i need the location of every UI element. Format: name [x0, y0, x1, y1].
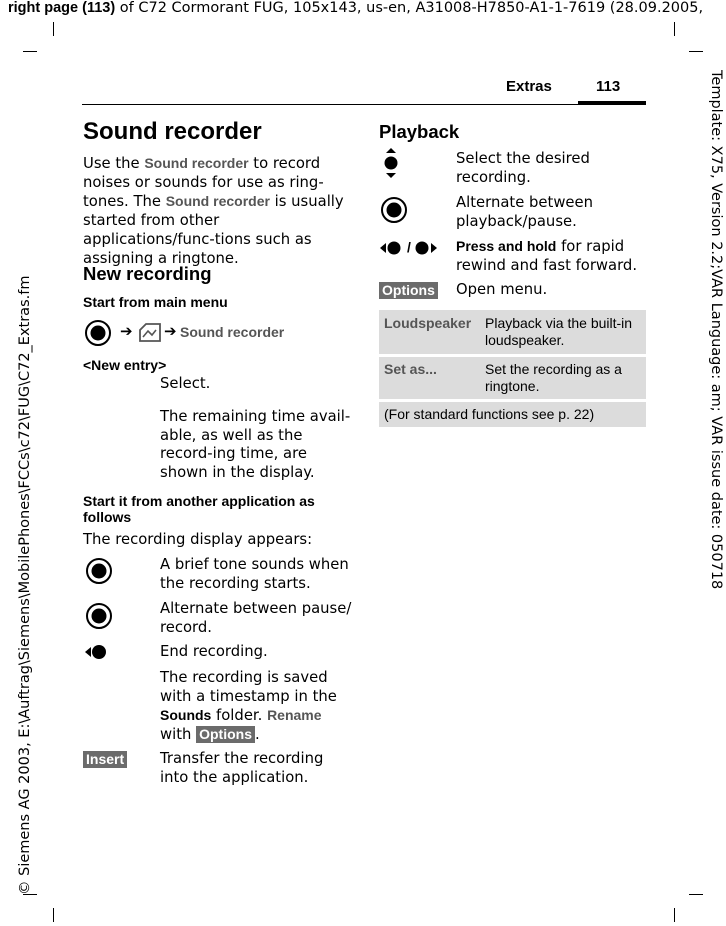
template-margin-note [708, 70, 726, 590]
options-table-footer [379, 402, 646, 427]
options-table-row [379, 357, 646, 399]
intro-text: Use the [83, 155, 145, 172]
menu-option-desc: Set the recording as a ringtone. [485, 361, 622, 394]
section-heading-playback: Playback [379, 121, 460, 142]
subheading-start-main: Start from main menu [83, 294, 228, 310]
template-text: Template: X75, Version 2.2;VAR Language: am; VAR issue date: 050718 [708, 70, 724, 590]
crop-mark [23, 51, 37, 52]
display-appears-text: The recording display appears: [83, 531, 313, 548]
path-arrow: ➔ [164, 322, 177, 340]
crop-mark [53, 22, 54, 36]
saved-text [160, 669, 352, 745]
production-page-ref: right page (113) [8, 0, 116, 16]
playback-item-text: Alternate between playback/pause. [456, 194, 594, 230]
press-hold-bold: Press and hold [456, 238, 557, 254]
subheading-start-other: Start it from another application as follows [83, 493, 315, 525]
header-rule-accent [578, 101, 646, 105]
playback-item-text: Select the desired recording. [456, 150, 590, 186]
crop-mark [53, 908, 54, 922]
nav-separator: / [407, 239, 411, 255]
saved-text-part: with [160, 726, 197, 744]
intro-text: to record noises or sounds for use as ring-tones. The [83, 155, 324, 211]
copyright-text: © Siemens AG 2003, E:\Auftrag\Siemens\MobilePhones\FCCs\c72\FUG\C72_Extras.fm [17, 275, 33, 895]
path-label-sound-recorder: Sound recorder [180, 324, 285, 340]
page-number: 113 [596, 78, 621, 95]
crop-mark [674, 908, 675, 922]
up-down-key-icon [380, 147, 402, 179]
options-text: Open menu. [456, 281, 548, 298]
keyword-sounds: Sounds [160, 707, 212, 724]
keyword-sound-recorder: Sound recorder [144, 155, 249, 171]
options-table-row [379, 310, 646, 354]
crop-mark [674, 22, 675, 36]
copyright-margin-note [0, 0, 33, 926]
section-heading-new-recording: New recording [83, 263, 212, 284]
saved-text-part: The recording is saved with a timestamp in the [160, 669, 337, 705]
insert-softkey: Insert [83, 751, 127, 768]
keyword-sound-recorder: Sound recorder [165, 193, 270, 210]
standard-functions-note: (For standard functions see p. 22) [384, 406, 595, 422]
running-header-section: Extras [506, 78, 552, 95]
menu-option-name: Loudspeaker [384, 315, 472, 331]
crop-mark [689, 894, 703, 895]
path-arrow: ➔ [120, 322, 133, 340]
press-hold-rest: for rapid rewind and fast forward. [456, 238, 638, 274]
item-text: Alternate between pause/ record. [160, 600, 352, 636]
remaining-time-text: The remaining time avail-able, as well as the record-ing time, are shown in the display. [160, 408, 351, 482]
extras-menu-icon [137, 320, 163, 346]
crop-mark [689, 51, 703, 52]
intro-text: is usually started from other applications/func-tions such as assigning a ringtone. [83, 193, 344, 267]
center-key-icon [380, 196, 408, 224]
center-key-icon [85, 602, 113, 630]
production-info: of C72 Cormorant FUG, 105x143, us-en, A31008-H7850-A1-1-7619 (28.09.2005, [115, 0, 704, 16]
saved-text-part: . [255, 726, 260, 744]
options-softkey: Options [196, 726, 255, 743]
center-key-icon [85, 557, 113, 585]
menu-option-name: Set as... [384, 361, 437, 377]
production-line [8, 0, 724, 16]
left-nav-key-icon [84, 642, 110, 662]
item-text: End recording. [160, 643, 268, 660]
center-key-icon [84, 319, 112, 347]
insert-text: Transfer the recording into the application. [160, 750, 324, 786]
page-title: Sound recorder [83, 118, 262, 145]
intro-paragraph [83, 154, 351, 268]
select-text: Select. [160, 375, 211, 392]
press-hold-text [456, 237, 646, 275]
keyword-rename: Rename [267, 707, 322, 724]
menu-option-desc: Playback via the built-in loudspeaker. [485, 315, 633, 348]
new-entry-label: <New entry> [83, 357, 167, 373]
header-rule [82, 104, 646, 105]
options-softkey: Options [379, 282, 438, 299]
item-text: A brief tone sounds when the recording starts. [160, 556, 349, 592]
saved-text-part: folder. [211, 707, 268, 725]
